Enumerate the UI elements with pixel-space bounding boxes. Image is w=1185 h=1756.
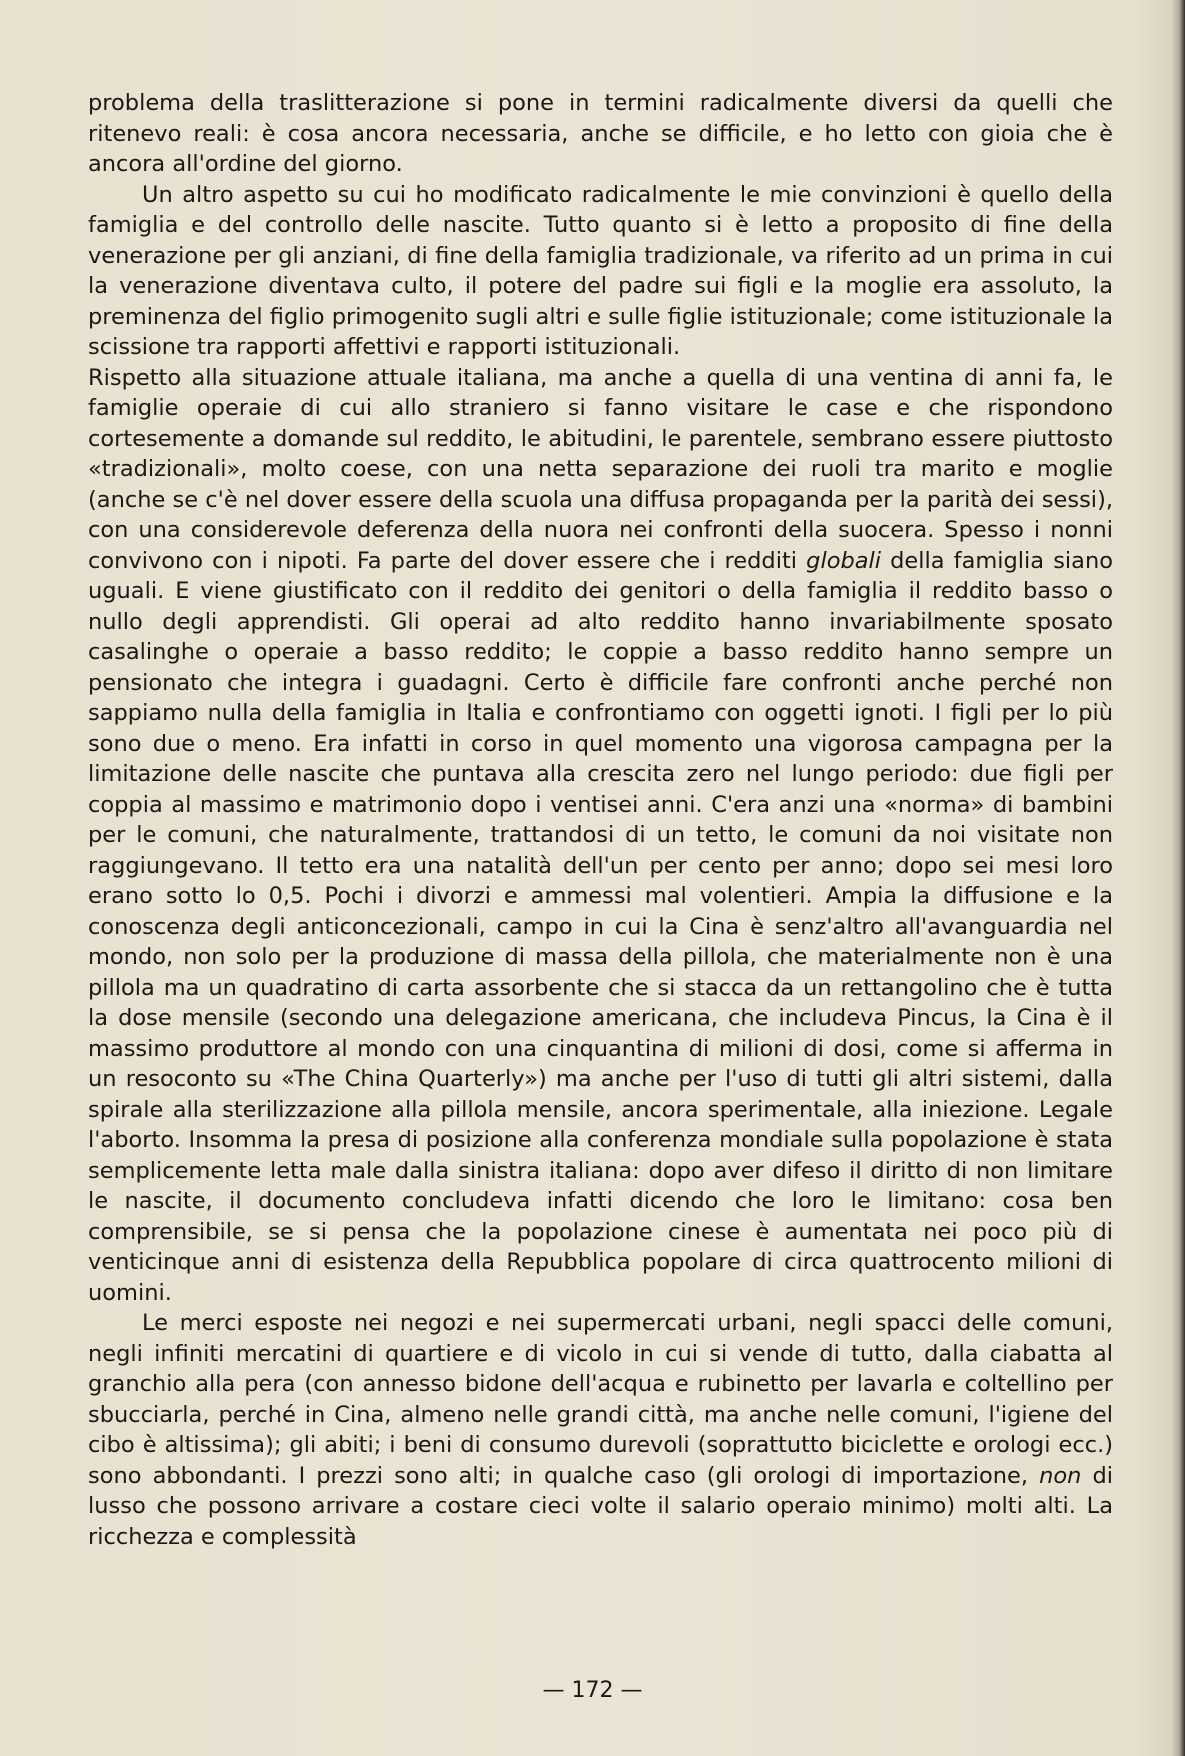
text-run: della famiglia siano uguali. E viene giustificato con il reddito dei genitori o della famiglia il reddito basso o nullo degli apprendisti. Gli operai ad alto reddito hanno invariabilmente sposato casalinghe o operaie a basso reddito; le coppie a basso reddito hanno sempre un pensionato che integra i guadagni. Certo è difficile fare confronti anche perché non sappiamo nulla della famiglia in Italia e confrontiamo con oggetti ignoti. I figli per lo più sono due o meno. Era infatti in corso in quel momento una vigorosa campagna per la limitazione delle nascite che puntava alla crescita zero nel lungo periodo: due figli per coppia al massimo e matrimonio dopo i ventisei anni. C'era anzi una «norma» di bambini per le comuni, che naturalmente, trattandosi di un tetto, le comuni da noi visitate non raggiungevano. Il tetto era una natalità dell'un per cento per anno; dopo sei mesi loro erano sotto lo 0,5. Pochi i divorzi e ammessi mal volentieri. Ampia la diffusione e la conoscenza degli anticoncezionali, campo in cui la Cina è senz'altro all'avanguardia nel mondo, non solo per la produzione di massa della pillola, che materialmente non è una pillola ma un quadratino di carta assorbente che si stacca da un rettangolino che è tutta la dose mensile (secondo una delegazione americana, che includeva Pincus, la Cina è il massimo produttore al mondo con una cinquantina di milioni di dosi, come si afferma in un resoconto su «The China Quarterly») ma anche per l'uso di tutti gli altri sistemi, dalla spirale alla sterilizzazione alla pillola mensile, ancora sperimentale, alla iniezione. Legale l'aborto. Insomma la presa di posizione alla conferenza mondiale sulla popolazione è stata semplicemente letta male dalla sinistra italiana: dopo aver difeso il diritto di non limitare le nascite, il documento concludeva infatti dicendo che loro le limitano: cosa ben comprensibile, se si pensa che la popolazione cinese è aumentata nei poco più di venticinque anni di esistenza della Repubblica popolare di circa quattrocento milioni di uomini. bbox=[88, 547, 1113, 1306]
text-run: Rispetto alla situazione attuale italiana, ma anche a quella di una ventina di anni fa, le famiglie operaie di cui allo straniero si fanno visitare le case e che rispondono cortesemente a domande sul reddito, le abitudini, le parentele, sembrano essere piuttosto «tradizionali», molto coese, con una netta separazione dei ruoli tra marito e moglie (anche se c'è nel dover essere della scuola una diffusa propaganda per la parità dei sessi), con una considerevole deferenza della nuora nei confronti della suocera. Spesso i nonni convivono con i nipoti. Fa parte del dover essere che i redditi bbox=[88, 364, 1113, 574]
page-edge-shadow bbox=[1171, 0, 1185, 1756]
paragraph-family: Un altro aspetto su cui ho modificato radicalmente le mie convinzioni è quello della famiglia e del controllo delle nascite. Tutto quanto si è letto a proposito di fine della venerazione per gli anziani, di fine della famiglia tradizionale, va riferito ad un prima in cui la venerazione diventava culto, il potere del padre sui figli e la moglie era assoluto, la preminenza del figlio primogenito sugli altri e sulle figlie istituzionale; come istituzionale la scissione tra rapporti affettivi e rapporti istituzionali. bbox=[88, 181, 1113, 360]
text-run: di lusso che possono arrivare a costare cieci volte il salario operaio minimo) molti alti. La ricchezza e complessità bbox=[88, 1462, 1113, 1550]
page-number: — 172 — bbox=[542, 1678, 643, 1703]
paragraph-comparison bbox=[88, 363, 1113, 1309]
body-text bbox=[88, 88, 1113, 1552]
italic-word: globali bbox=[806, 547, 882, 574]
italic-word: non bbox=[1039, 1462, 1082, 1489]
text-run: Le merci esposte nei negozi e nei supermercati urbani, negli spacci delle comuni, negli infiniti mercatini di quartiere e di vicolo in cui si vende di tutto, dalla ciabatta al granchio alla pera (con annesso bidone dell'acqua e rubinetto per lavarla e coltellino per sbucciarla, perché in Cina, almeno nelle grandi città, ma anche nelle comuni, l'igiene del cibo è altissima); gli abiti; i beni di consumo durevoli (soprattutto biciclette e orologi ecc.) sono abbondanti. I prezzi sono alti; in qualche caso (gli orologi di importazione, bbox=[88, 1310, 1113, 1489]
paragraph-continuation: problema della traslitterazione si pone in termini radicalmente diversi da quelli che ritenevo reali: è cosa ancora necessaria, anche se difficile, e ho letto con gioia che è ancora all'ordine del giorno. bbox=[88, 90, 1113, 177]
paragraph-goods bbox=[88, 1308, 1113, 1552]
